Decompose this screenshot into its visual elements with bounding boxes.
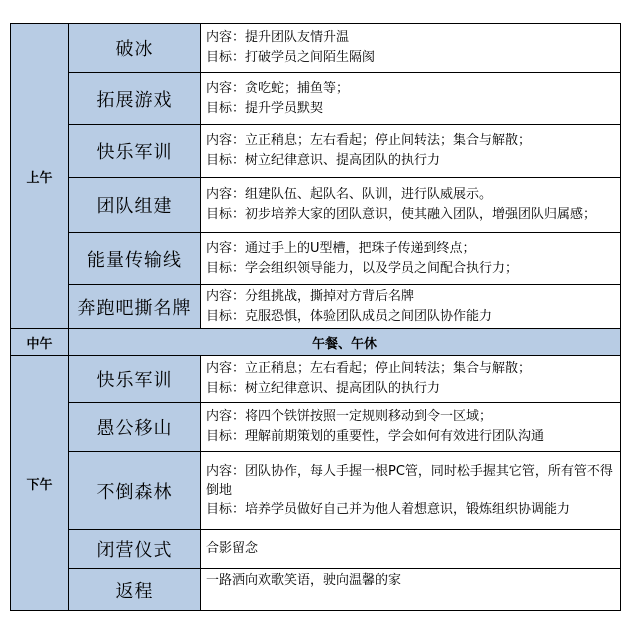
activity-content: 内容：立正稍息；左右看起；停止间转法；集合与解散； — [206, 133, 532, 148]
activity-name: 奔跑吧撕名牌 — [69, 285, 201, 329]
activity-details — [201, 569, 621, 611]
activity-name: 返程 — [69, 569, 201, 611]
activity-content: 内容：通过手上的U型槽，把珠子传递到终点； — [206, 240, 476, 256]
activity-name: 不倒森林 — [69, 452, 201, 530]
table-row — [11, 233, 621, 285]
activity-details — [201, 530, 621, 569]
activity-name: 快乐军训 — [69, 125, 201, 178]
activity-content: 内容：将四个铁饼按照一定规则移动到令一区域； — [206, 409, 493, 424]
activity-details — [201, 178, 621, 233]
period-afternoon: 下午 — [11, 356, 69, 611]
activity-goal: 目标：初步培养大家的团队意识，使其融入团队，增强团队归属感； — [206, 207, 597, 222]
activity-goal: 目标：理解前期策划的重要性，学会如何有效进行团队沟通 — [206, 429, 545, 444]
activity-details — [201, 125, 621, 178]
activity-details — [201, 403, 621, 452]
activity-content: 内容：立正稍息；左右看起；停止间转法；集合与解散； — [206, 361, 532, 376]
activity-goal: 目标：树立纪律意识、提高团队的执行力 — [206, 381, 441, 396]
noon-activity: 午餐、午休 — [69, 329, 621, 356]
table-row — [11, 356, 621, 403]
activity-details — [201, 73, 621, 125]
activity-name: 闭营仪式 — [69, 530, 201, 569]
activity-goal: 目标：树立纪律意识、提高团队的执行力 — [206, 153, 441, 168]
activity-name: 快乐军训 — [69, 356, 201, 403]
table-row — [11, 125, 621, 178]
period-noon: 中午 — [11, 329, 69, 356]
activity-details — [201, 452, 621, 530]
activity-details — [201, 285, 621, 329]
activity-goal: 目标：提升学员默契 — [206, 100, 324, 116]
table-row — [11, 178, 621, 233]
table-row — [11, 24, 621, 73]
activity-goal: 目标：打破学员之间陌生隔阂 — [206, 50, 376, 65]
activity-goal: 目标：学会组织领导能力，以及学员之间配合执行力； — [206, 260, 519, 276]
table-row — [11, 73, 621, 125]
activity-goal: 目标：培养学员做好自己并为他人着想意识，锻炼组织协调能力 — [206, 502, 571, 517]
table-row — [11, 530, 621, 569]
activity-details — [201, 233, 621, 285]
period-morning: 上午 — [11, 24, 69, 329]
activity-content: 内容：分组挑战，撕掉对方背后名牌 — [206, 288, 415, 304]
activity-content: 合影留念 — [206, 541, 259, 556]
table-row — [11, 285, 621, 329]
activity-content: 内容：提升团队友情升温 — [206, 30, 350, 45]
activity-content: 内容：贪吃蛇；捕鱼等； — [206, 80, 350, 96]
activity-name: 愚公移山 — [69, 403, 201, 452]
table-row — [11, 452, 621, 530]
activity-details — [201, 356, 621, 403]
activity-name: 能量传输线 — [69, 233, 201, 285]
activity-content: 一路洒向欢歌笑语，驶向温馨的家 — [206, 573, 402, 588]
activity-name: 拓展游戏 — [69, 73, 201, 125]
activity-content: 内容：组建队伍、起队名、队训，进行队威展示。 — [206, 187, 493, 202]
table-row — [11, 329, 621, 356]
activity-goal: 目标：克服恐惧，体验团队成员之间团队协作能力 — [206, 308, 493, 324]
table-row — [11, 403, 621, 452]
table-row — [11, 569, 621, 611]
activity-details — [201, 24, 621, 73]
schedule-table — [10, 23, 621, 611]
activity-content: 内容：团队协作，每人手握一根PC管，同时松手握其它管，所有管不得倒地 — [206, 464, 613, 498]
activity-name: 团队组建 — [69, 178, 201, 233]
activity-name: 破冰 — [69, 24, 201, 73]
